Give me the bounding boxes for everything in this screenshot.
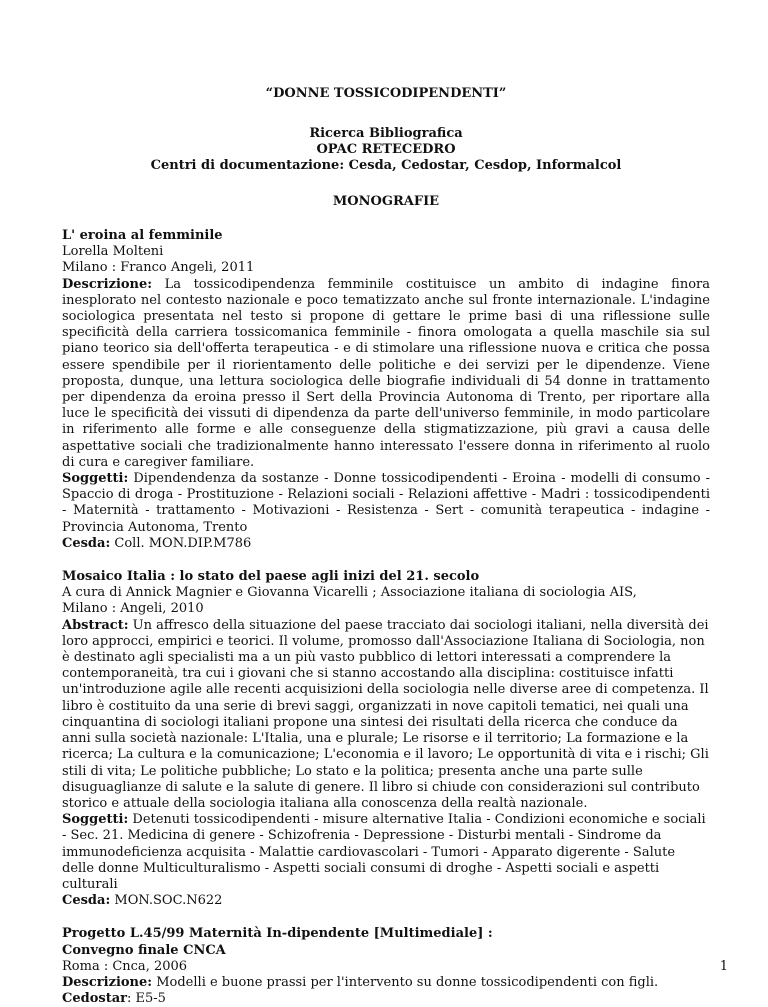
- entry-title: Progetto L.45/99 Maternità In-dipendente [Multimediale] :: [62, 926, 493, 942]
- location-text: MON.SOC.N622: [110, 893, 223, 909]
- header-line-centers: Centri di documentazione: Cesda, Cedostar, Cesdop, Informalcol: [150, 158, 622, 173]
- entry-subjects: [62, 471, 710, 536]
- entry-abstract: [62, 618, 710, 812]
- entry-title: Mosaico Italia : lo stato del paese agli inizi del 21. secolo: [62, 569, 480, 585]
- entry-description: [62, 975, 710, 991]
- document-header: [62, 86, 710, 174]
- subjects-label: Soggetti:: [62, 812, 129, 828]
- description-text: Modelli e buone prassi per l'intervento su donne tossicodipendenti con figli.: [152, 974, 659, 990]
- location-text: Coll. MON.DIP.M786: [110, 535, 252, 551]
- description-text: La tossicodipendenza femminile costituisce un ambito di indagine finora inesplorato nel contesto nazionale e poco tematizzato anche sul fronte internazionale. L'indagine sociologica presentata nel testo si propone di gettare le prime basi di una riflessione sulle specificità della carriera tossicomanica femminile - finora omologata a quella maschile sia sul piano teorico sia dell'offerta terapeutica - e di stimolare una riflessione nuova e critica che possa essere spendibile per il riorientamento delle politiche e dei servizi per le dipendenze. Viene proposta, dunque, una lettura sociologica delle biografie individuali di 54 donne in trattamento per dipendenza da eroina presso il Sert della Provincia Autonoma di Trento, per riportare alla luce le specificità dei vissuti di dipendenza da parte dell'universo femminile, in modo particolare in riferimento alle forme e alle conseguenze della stigmatizzazione, più gravi a causa delle aspettative sociali che tradizionalmente hanno interessato l'essere donna in riferimento al ruolo di cura e caregiver familiare.: [62, 276, 710, 470]
- entry-title: L' eroina al femminile: [62, 228, 223, 243]
- entry-publication: Milano : Franco Angeli, 2011: [62, 260, 255, 276]
- location-label: Cedostar: [62, 991, 127, 1007]
- header-line-research: Ricerca Bibliografica: [309, 126, 463, 141]
- entry-location: [62, 893, 710, 909]
- bibliography-entry: [62, 926, 710, 1007]
- document-title: “DONNE TOSSICODIPENDENTI”: [265, 86, 507, 101]
- location-text: : E5-5: [126, 991, 166, 1007]
- subjects-label: Soggetti:: [62, 471, 129, 487]
- header-line-opac: OPAC RETECEDRO: [316, 142, 456, 157]
- location-label: Cesda:: [62, 535, 111, 551]
- entry-description: [62, 277, 710, 471]
- description-label: Descrizione:: [62, 276, 153, 292]
- abstract-label: Abstract:: [62, 617, 129, 633]
- page-number: 1: [719, 959, 728, 974]
- description-label: Descrizione:: [62, 974, 153, 990]
- bibliography-entry: [62, 228, 710, 552]
- abstract-text: Un affresco della situazione del paese tracciato dai sociologi italiani, nella diversità dei loro approcci, empirici e teorici. Il volume, promosso dall'Associazione Italiana di Sociologia, non è destinato agli specialisti ma a un più vasto pubblico di lettori interessati a comprendere la contemporaneità, tra cui i giovani che si stanno accostando alla disciplina: costituisce infatti un'introduzione agile alle recenti acquisizioni della sociologia nelle diverse aree di competenza. Il libro è costituito da una serie di brevi saggi, organizzati in nove capitoli tematici, nei quali una cinquantina di sociologi italiani propone una sintesi dei risultati della ricerca che conduce da anni sulla società nazionale: L'Italia, una e plurale; Le risorse e il territorio; La formazione e la ricerca; La cultura e la comunicazione; L'economia e il lavoro; Le opportunità di vita e i rischi; Gli stili di vita; Le politiche pubbliche; Lo stato e la politica; presenta anche una parte sulle disuguaglianze di salute e la salute di genere. Il libro si chiude con considerazioni sul contributo storico e attuale della sociologia italiana alla conoscenza della realtà nazionale.: [62, 617, 709, 811]
- location-label: Cesda:: [62, 893, 111, 909]
- subjects-text: Dipendendenza da sostanze - Donne tossicodipendenti - Eroina - modelli di consumo - Spaccio di droga - Prostituzione - Relazioni sociali - Relazioni affettive - Madri : tossicodipendenti - Maternità - trattamento - Motivazioni - Resistenza - Sert - comunità terapeutica - indagine - Provincia Autonoma, Trento: [62, 471, 710, 535]
- entry-author: A cura di Annick Magnier e Giovanna Vicarelli ; Associazione italiana di sociologia AIS,: [62, 585, 637, 601]
- entry-location: [62, 536, 710, 552]
- subjects-text: Detenuti tossicodipendenti - misure alternative Italia - Condizioni economiche e sociali - Sec. 21. Medicina di genere - Schizofrenia - Depressione - Disturbi mentali - Sindrome da immunodeficienza acquisita - Malattie cardiovascolari - Tumori - Apparato digerente - Salute delle donne Multiculturalismo - Aspetti sociali consumi di droghe - Aspetti sociali e aspetti culturali: [62, 812, 706, 892]
- entry-publication: Roma : Cnca, 2006: [62, 958, 188, 974]
- bibliography-entry: [62, 569, 710, 909]
- entry-publication: Milano : Angeli, 2010: [62, 601, 204, 617]
- entry-author: Lorella Molteni: [62, 244, 164, 260]
- section-heading: MONOGRAFIE: [332, 194, 440, 209]
- entry-subjects: [62, 812, 710, 893]
- entry-subtitle: Convegno finale CNCA: [62, 942, 226, 958]
